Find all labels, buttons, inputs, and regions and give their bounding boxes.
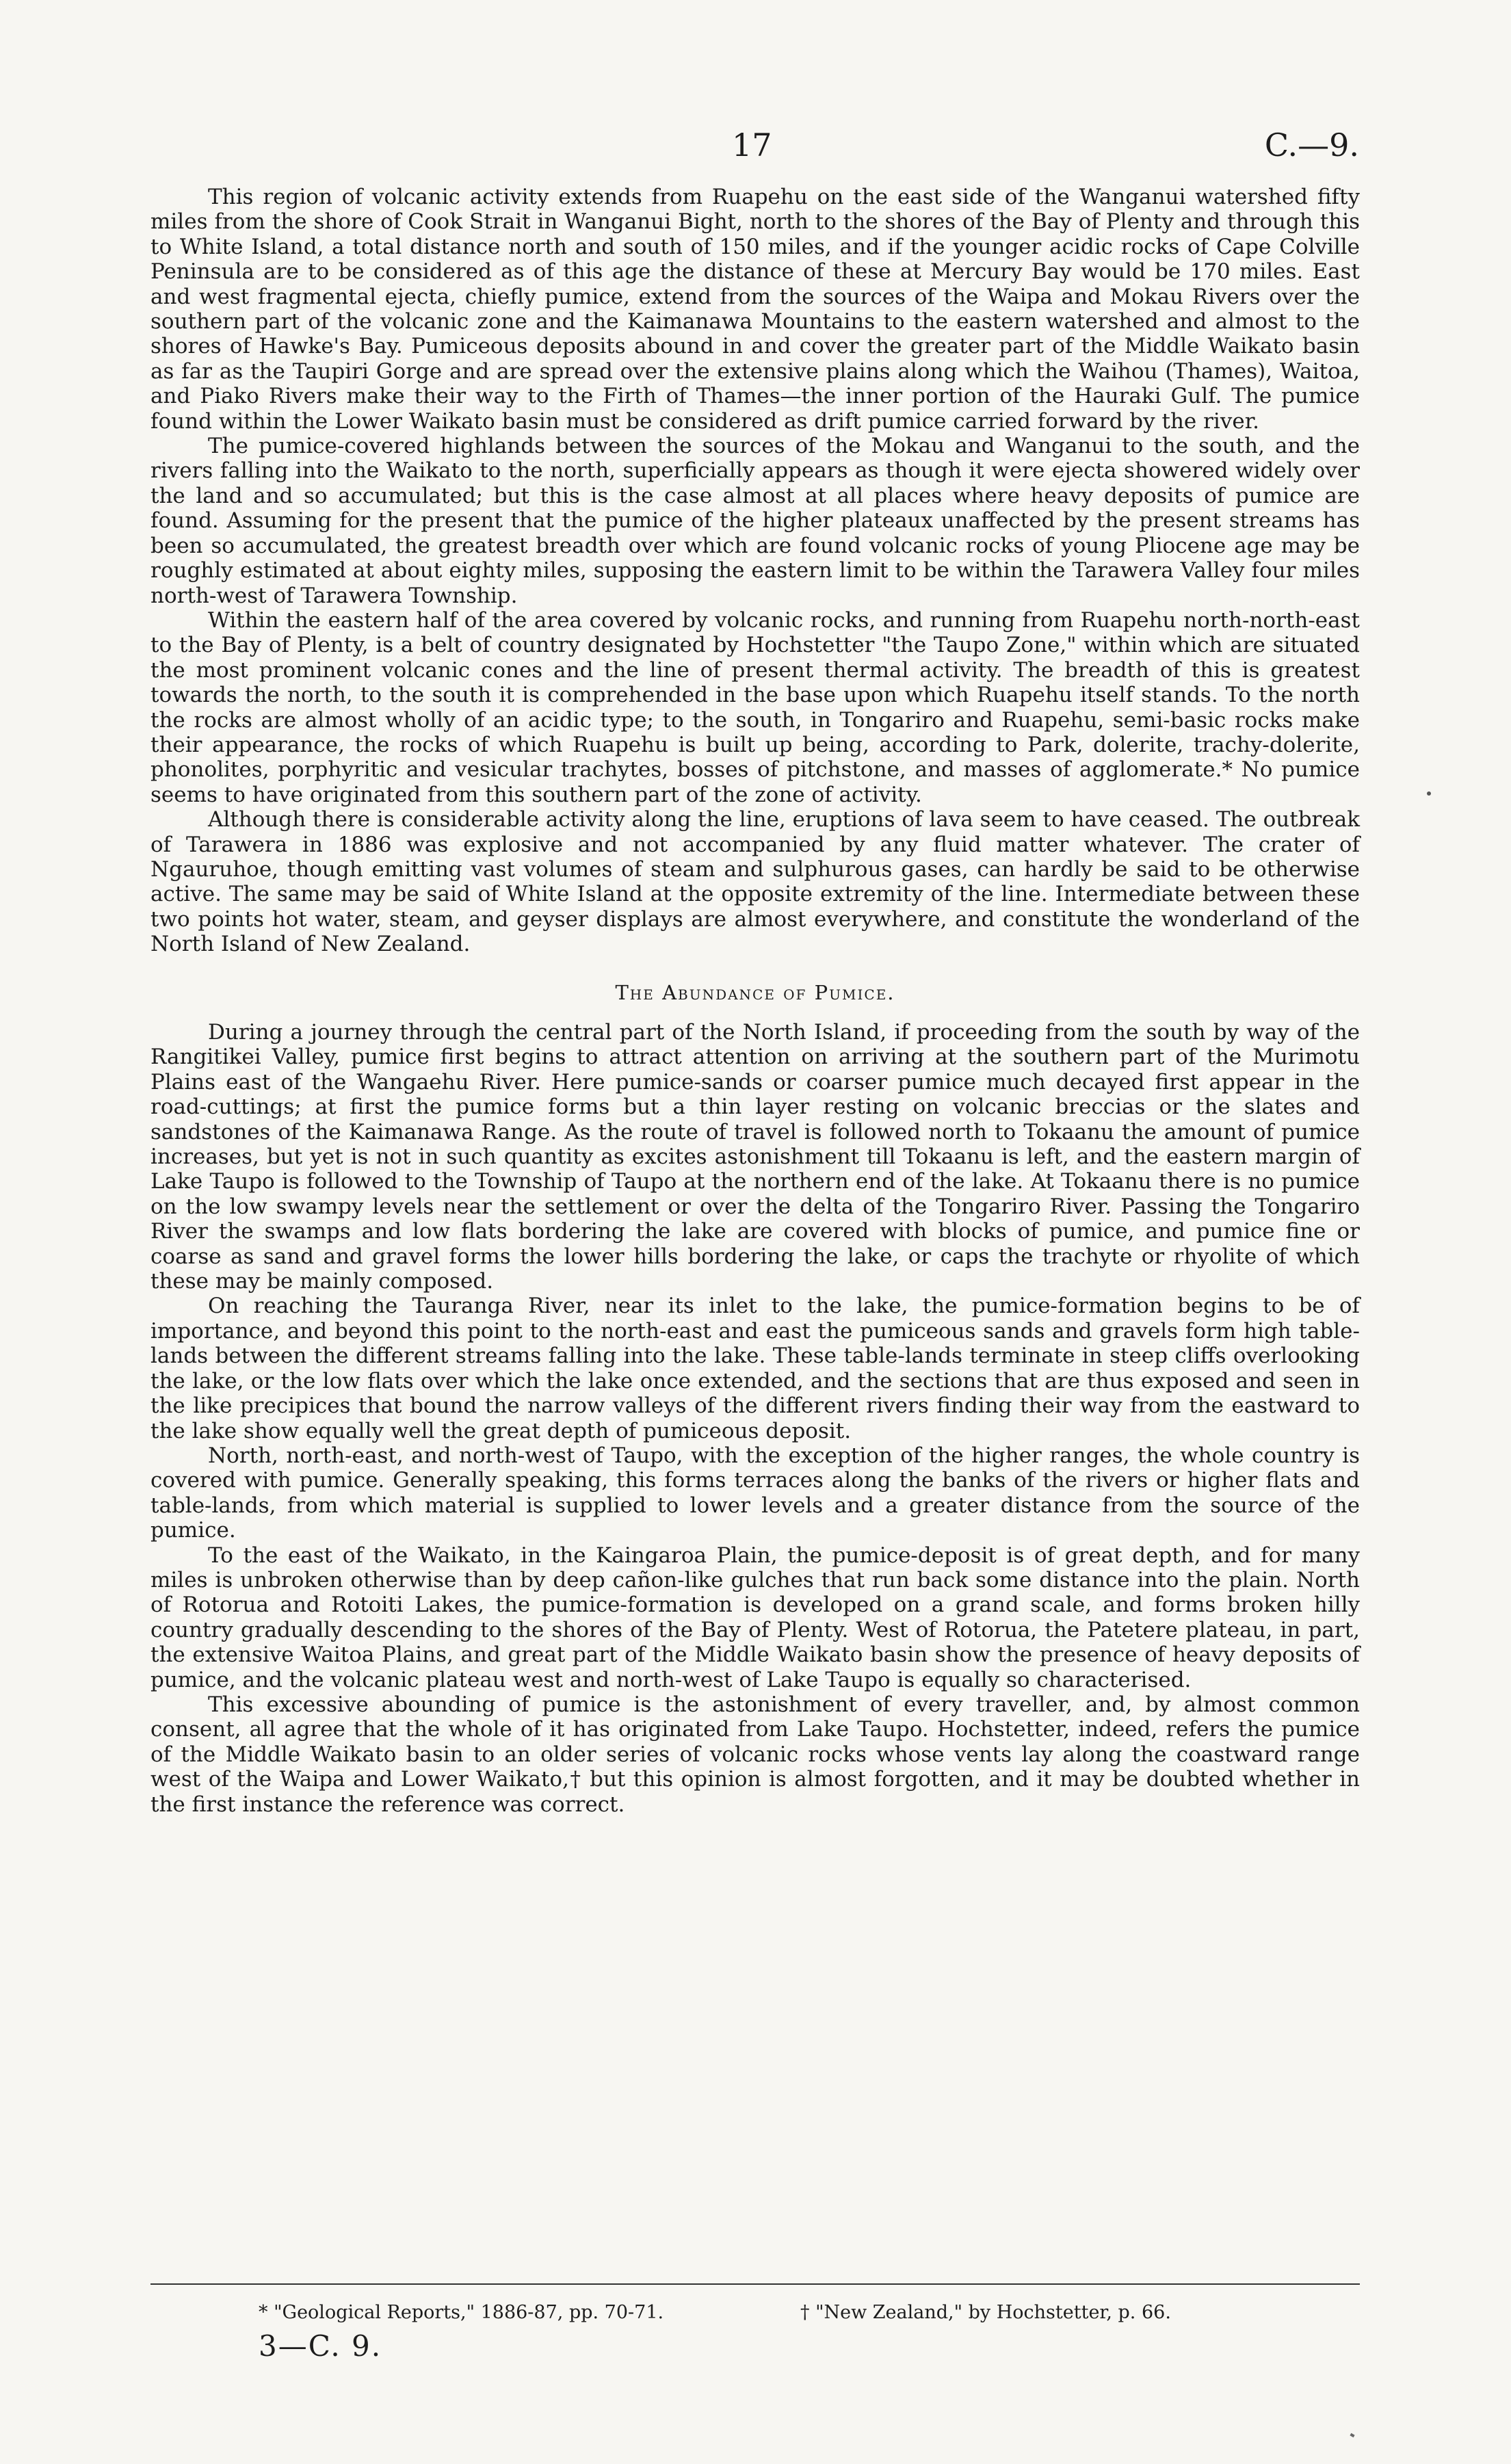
paragraph-journey: During a journey through the central part of the North Island, if proceeding from the south by way of the Rangitikei Valley, pumice first begins to attract attention on arriving at the southern part of the Murimotu Plains east of the Wangaehu River. Here pumice-sands or coarser pumice much decayed first appear in the road-cuttings; at first the pumice forms but a thin layer resting on volcanic breccias or the slates and sandstones of the Kaimanawa Range. As the route of travel is followed north to Tokaanu the amount of pumice increases, but yet is not in such quantity as excites astonishment till Tokaanu is left, and the eastern margin of Lake Taupo is followed to the Township of Taupo at the northern end of the lake. At Tokaanu there is no pumice on the low swampy levels near the settlement or over the delta of the Tongariro River. Passing the Tongariro River the swamps and low flats bordering the lake are covered with blocks of pumice, and pumice fine or coarse as sand and gravel forms the lower hills bordering the lake, or caps the trachyte or rhyolite of which these may be mainly composed. [150, 1020, 1360, 1294]
document-reference: C.—9. [1264, 127, 1359, 163]
footnote-divider [150, 2283, 1360, 2285]
paper-speck [1350, 2433, 1354, 2437]
paragraph-pumice-highlands: The pumice-covered highlands between the sources of the Mokau and Wanganui to the south, and the rivers falling into the Waikato to the north, superficially appears as though it were ejecta showered widely over the land and so accumulated; but this is the case almost at all places where heavy deposits of pumice are found. Assuming for the present that the pumice of the higher plateaux unaffected by the present streams has been so accumulated, the greatest breadth over which are found volcanic rocks of young Pliocene age may be roughly estimated at about eighty miles, supposing the eastern limit to be within the Tarawera Valley four miles north-west of Tarawera Township. [150, 434, 1360, 608]
paragraph-origin: This excessive abounding of pumice is the astonishment of every traveller, and, by almost common consent, all agree that the whole of it has originated from Lake Taupo. Hochstetter, indeed, refers the pumice of the Middle Waikato basin to an older series of volcanic rocks whose vents lay along the coastward range west of the Waipa and Lower Waikato,† but this opinion is almost forgotten, and it may be doubted whether in the first instance the reference was correct. [150, 1692, 1360, 1817]
body-text [150, 185, 1360, 1817]
paper-speck [1427, 791, 1431, 796]
paragraph-north-taupo: North, north-east, and north-west of Taupo, with the exception of the higher ranges, the whole country is covered with pumice. Generally speaking, this forms terraces along the banks of the rivers or higher flats and table-lands, from which material is supplied to lower levels and a greater distance from the source of the pumice. [150, 1443, 1360, 1543]
paragraph-tauranga-river: On reaching the Tauranga River, near its inlet to the lake, the pumice-formation begins to be of importance, and beyond this point to the north-east and east the pumiceous sands and gravels form high table-lands between the different streams falling into the lake. These table-lands terminate in steep cliffs overlooking the lake, or the low flats over which the lake once extended, and the sections that are thus exposed and seen in the like precipices that bound the narrow valleys of the different rivers finding their way from the eastward to the lake show equally well the great depth of pumiceous deposit. [150, 1294, 1360, 1443]
paragraph-taupo-zone: Within the eastern half of the area covered by volcanic rocks, and running from Ruapehu north-north-east to the Bay of Plenty, is a belt of country designated by Hochstetter "the Taupo Zone," within which are situated the most prominent volcanic cones and the line of present thermal activity. The breadth of this is greatest towards the north, to the south it is comprehended in the base upon which Ruapehu itself stands. To the north the rocks are almost wholly of an acidic type; to the south, in Tongariro and Ruapehu, semi-basic rocks make their appearance, the rocks of which Ruapehu is built up being, according to Park, dolerite, trachy-dolerite, phonolites, porphyritic and vesicular trachytes, bosses of pitchstone, and masses of agglomerate.* No pumice seems to have originated from this southern part of the zone of activity. [150, 607, 1360, 807]
paragraph-lava-activity: Although there is considerable activity along the line, eruptions of lava seem to have ceased. The outbreak of Tarawera in 1886 was explosive and not accompanied by any fluid matter whatever. The crater of Ngauruhoe, though emitting vast volumes of steam and sulphurous gases, can hardly be said to be otherwise active. The same may be said of White Island at the opposite extremity of the line. Intermediate between these two points hot water, steam, and geyser displays are almost everywhere, and constitute the wonderland of the North Island of New Zealand. [150, 807, 1360, 957]
page-header [0, 127, 1511, 174]
printer-signature: 3—C. 9. [259, 2329, 382, 2363]
section-heading: The Abundance of Pumice. [615, 980, 895, 1004]
page-number: 17 [732, 127, 772, 163]
footnote-geological-reports: * "Geological Reports," 1886-87, pp. 70-71. [259, 2302, 664, 2323]
paragraph-volcanic-region: This region of volcanic activity extends from Ruapehu on the east side of the Wanganui watershed fifty miles from the shore of Cook Strait in Wanganui Bight, north to the shores of the Bay of Plenty and through this to White Island, a total distance north and south of 150 miles, and if the younger acidic rocks of Cape Colville Peninsula are to be considered as of this age the distance of these at Mercury Bay would be 170 miles. East and west fragmental ejecta, chiefly pumice, extend from the sources of the Waipa and Mokau Rivers over the southern part of the volcanic zone and the Kaimanawa Mountains to the eastern watershed and almost to the shores of Hawke's Bay. Pumiceous deposits abound in and cover the greater part of the Middle Waikato basin as far as the Taupiri Gorge and are spread over the extensive plains along which the Waihou (Thames), Waitoa, and Piako Rivers make their way to the Firth of Thames—the inner portion of the Hauraki Gulf. The pumice found within the Lower Waikato basin must be considered as drift pumice carried forward by the river. [150, 185, 1360, 434]
footnote-new-zealand: † "New Zealand," by Hochstetter, p. 66. [800, 2302, 1171, 2323]
paragraph-kaingaroa: To the east of the Waikato, in the Kaingaroa Plain, the pumice-deposit is of great depth, and for many miles is unbroken otherwise than by deep cañon-like gulches that run back some distance into the plain. North of Rotorua and Rotoiti Lakes, the pumice-formation is developed on a grand scale, and forms broken hilly country gradually descending to the shores of the Bay of Plenty. West of Rotorua, the Patetere plateau, in part, the extensive Waitoa Plains, and great part of the Middle Waikato basin show the presence of heavy deposits of pumice, and the volcanic plateau west and north-west of Lake Taupo is equally so characterised. [150, 1543, 1360, 1692]
